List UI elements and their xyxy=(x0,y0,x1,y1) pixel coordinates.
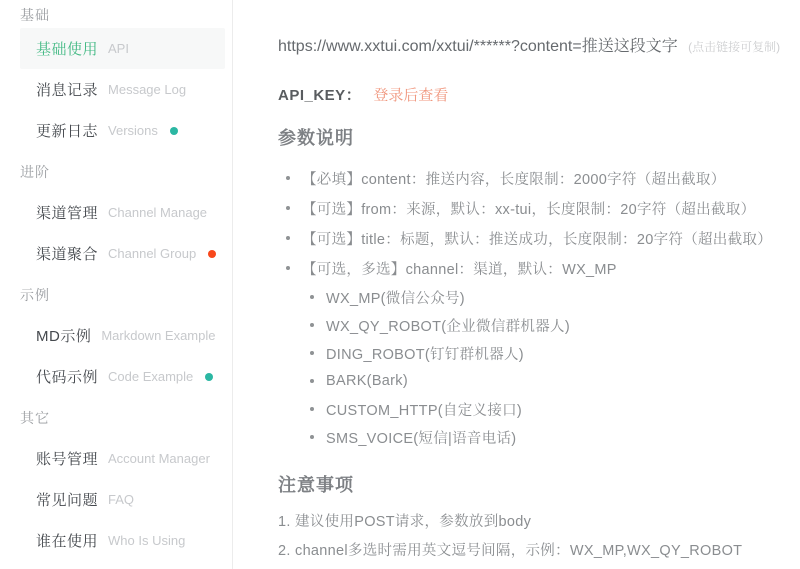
bullet-icon xyxy=(310,435,314,439)
sidebar xyxy=(0,0,233,569)
sidebar-item-label: 账号管理 xyxy=(36,451,99,468)
bullet-icon xyxy=(286,176,290,180)
login-to-view-link[interactable]: 登录后查看 xyxy=(373,87,449,104)
notes-heading: 注意事项 xyxy=(278,475,354,495)
sidebar-item-sublabel: Markdown Example xyxy=(101,328,216,343)
copy-hint-text: (点击链接可复制) xyxy=(688,40,781,54)
sidebar-item-sublabel: FAQ xyxy=(108,492,135,507)
sidebar-section-basic: 基础 xyxy=(20,7,50,23)
params-list xyxy=(278,163,790,283)
sidebar-item-faq[interactable] xyxy=(20,479,225,520)
sidebar-item-sublabel: API xyxy=(108,41,129,56)
api-url-line xyxy=(278,38,790,56)
sidebar-item-label: 更新日志 xyxy=(36,123,99,140)
sidebar-item-versions[interactable] xyxy=(20,110,225,151)
sidebar-item-sublabel: Channel Group xyxy=(108,246,197,261)
bullet-icon xyxy=(310,323,314,327)
sidebar-item-sublabel: Code Example xyxy=(108,369,194,384)
channel-text: CUSTOM_HTTP(自定义接口) xyxy=(326,402,523,419)
sidebar-item-message-log[interactable] xyxy=(20,69,225,110)
sidebar-item-label: 常见问题 xyxy=(36,492,99,509)
sidebar-item-label: 渠道聚合 xyxy=(36,246,99,263)
sidebar-item-label: 代码示例 xyxy=(36,369,99,386)
sidebar-item-channel-manage[interactable] xyxy=(20,192,225,233)
bullet-icon xyxy=(286,266,290,270)
sidebar-section-others: 其它 xyxy=(20,409,50,426)
bullet-icon xyxy=(310,351,314,355)
param-item-from xyxy=(286,193,790,223)
channel-text: WX_MP(微信公众号) xyxy=(326,290,465,307)
note-line-1: 1. 建议使用POST请求，参数放到body xyxy=(278,514,532,530)
sidebar-item-label: 消息记录 xyxy=(36,82,99,99)
sidebar-item-sublabel: Versions xyxy=(108,123,158,138)
sidebar-item-who-is-using[interactable] xyxy=(20,520,225,561)
sidebar-section-advanced: 进阶 xyxy=(20,163,50,180)
channel-item-wx-mp xyxy=(310,283,790,311)
api-key-line xyxy=(278,87,790,104)
sidebar-item-channel-group[interactable] xyxy=(20,233,225,274)
sidebar-item-sublabel: Account Manager xyxy=(108,451,210,466)
sidebar-item-account-manager[interactable] xyxy=(20,438,225,479)
sidebar-item-label: MD示例 xyxy=(36,328,92,345)
channel-item-custom-http xyxy=(310,395,790,423)
sidebar-item-markdown-example[interactable] xyxy=(20,315,225,356)
channel-text: SMS_VOICE(短信|语音电话) xyxy=(326,430,517,447)
api-url-link[interactable]: https://www.xxtui.com/xxtui/******?content=推送这段文字 xyxy=(278,38,678,55)
sidebar-item-sublabel: Who Is Using xyxy=(108,533,186,548)
sidebar-item-api[interactable] xyxy=(20,28,225,69)
main-content xyxy=(233,0,800,569)
sidebar-item-sublabel: Channel Manage xyxy=(108,205,208,220)
update-indicator-dot xyxy=(170,127,178,135)
param-text: 【必填】content：推送内容，长度限制：2000字符（超出截取） xyxy=(302,171,726,188)
param-item-title xyxy=(286,223,790,253)
param-item-content xyxy=(286,163,790,193)
param-text: 【可选】from：来源，默认：xx-tui，长度限制：20字符（超出截取） xyxy=(302,201,756,218)
bullet-icon xyxy=(310,379,314,383)
params-heading: 参数说明 xyxy=(278,128,354,148)
sidebar-item-label: 谁在使用 xyxy=(36,533,99,550)
bullet-icon xyxy=(286,206,290,210)
channel-item-sms-voice xyxy=(310,423,790,451)
bullet-icon xyxy=(310,295,314,299)
channel-item-ding-robot xyxy=(310,339,790,367)
param-text: 【可选】title：标题，默认：推送成功，长度限制：20字符（超出截取） xyxy=(302,231,772,248)
channel-item-wx-qy-robot xyxy=(310,311,790,339)
api-key-label: API_KEY： xyxy=(278,87,362,104)
update-indicator-dot xyxy=(205,373,213,381)
bullet-icon xyxy=(286,236,290,240)
channel-text: DING_ROBOT(钉钉群机器人) xyxy=(326,346,524,363)
note-line-2: 2. channel多选时需用英文逗号间隔，示例：WX_MP,WX_QY_ROBOT xyxy=(278,543,743,559)
sidebar-section-examples: 示例 xyxy=(20,286,50,303)
bullet-icon xyxy=(310,407,314,411)
channel-text: BARK(Bark) xyxy=(326,373,408,389)
sidebar-item-sublabel: Message Log xyxy=(108,82,187,97)
param-item-channel xyxy=(286,253,790,283)
sidebar-item-code-example[interactable] xyxy=(20,356,225,397)
channel-item-bark xyxy=(310,367,790,395)
sidebar-item-label: 渠道管理 xyxy=(36,205,99,222)
new-indicator-dot xyxy=(208,250,216,258)
channel-text: WX_QY_ROBOT(企业微信群机器人) xyxy=(326,318,570,335)
sidebar-item-label: 基础使用 xyxy=(36,41,99,58)
channels-list xyxy=(278,283,790,451)
param-text: 【可选，多选】channel：渠道，默认：WX_MP xyxy=(302,261,617,278)
